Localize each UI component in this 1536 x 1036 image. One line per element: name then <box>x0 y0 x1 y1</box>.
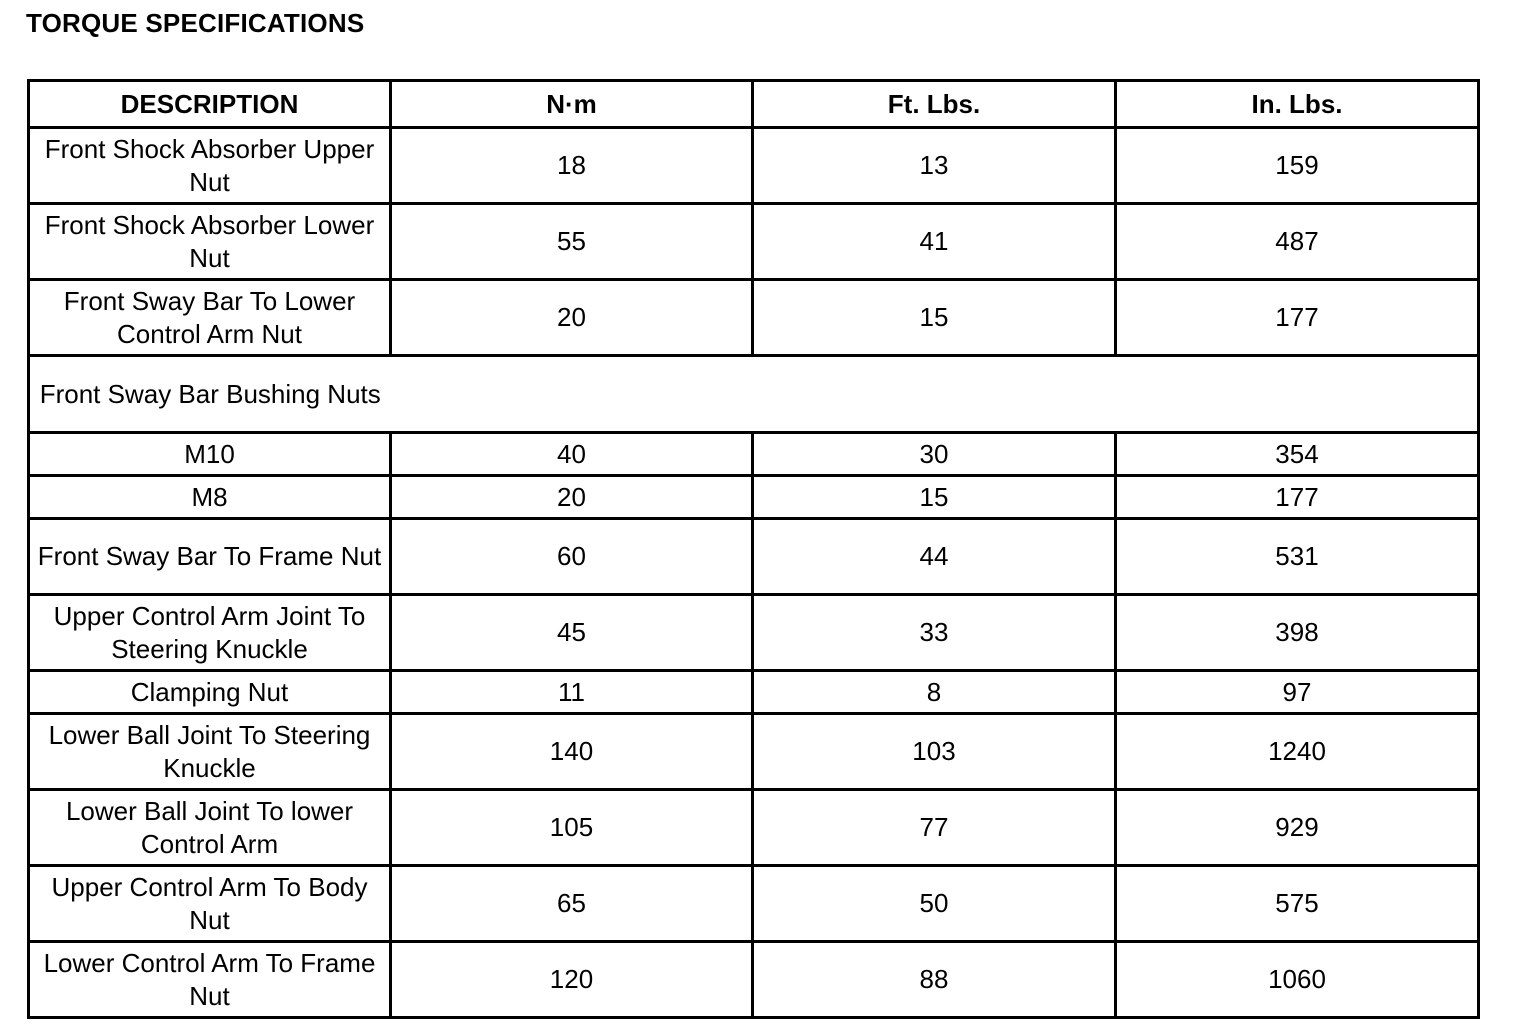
cell-nm: 140 <box>391 714 753 790</box>
cell-ft-lbs: 13 <box>753 128 1116 204</box>
cell-ft-lbs: 30 <box>753 433 1116 476</box>
cell-ft-lbs: 103 <box>753 714 1116 790</box>
cell-in-lbs: 487 <box>1116 204 1479 280</box>
cell-in-lbs: 354 <box>1116 433 1479 476</box>
table-row <box>29 942 1479 1018</box>
cell-in-lbs: 159 <box>1116 128 1479 204</box>
torque-spec-table <box>27 79 1480 1019</box>
header-in-lbs: In. Lbs. <box>1116 81 1479 128</box>
cell-ft-lbs: 44 <box>753 519 1116 595</box>
cell-group-description: Front Sway Bar Bushing Nuts <box>29 356 391 433</box>
cell-in-lbs: 177 <box>1116 476 1479 519</box>
cell-description: Lower Control Arm To Frame Nut <box>29 942 391 1018</box>
cell-in-lbs: 398 <box>1116 595 1479 671</box>
cell-description: Front Sway Bar To Lower Control Arm Nut <box>29 280 391 356</box>
cell-description: Lower Ball Joint To lower Control Arm <box>29 790 391 866</box>
cell-ft-lbs: 41 <box>753 204 1116 280</box>
cell-ft-lbs: 15 <box>753 476 1116 519</box>
cell-nm: 55 <box>391 204 753 280</box>
cell-description: Clamping Nut <box>29 671 391 714</box>
cell-group-blank <box>391 356 1479 433</box>
cell-nm: 45 <box>391 595 753 671</box>
cell-nm: 120 <box>391 942 753 1018</box>
table-group-row <box>29 356 1479 433</box>
cell-nm: 20 <box>391 476 753 519</box>
cell-description: Upper Control Arm Joint To Steering Knuckle <box>29 595 391 671</box>
cell-nm: 105 <box>391 790 753 866</box>
cell-in-lbs: 531 <box>1116 519 1479 595</box>
cell-description: Front Sway Bar To Frame Nut <box>29 519 391 595</box>
cell-ft-lbs: 77 <box>753 790 1116 866</box>
table-row <box>29 476 1479 519</box>
cell-ft-lbs: 50 <box>753 866 1116 942</box>
table-row <box>29 128 1479 204</box>
cell-ft-lbs: 15 <box>753 280 1116 356</box>
cell-nm: 20 <box>391 280 753 356</box>
cell-in-lbs: 575 <box>1116 866 1479 942</box>
cell-ft-lbs: 33 <box>753 595 1116 671</box>
cell-description: Upper Control Arm To Body Nut <box>29 866 391 942</box>
table-row <box>29 866 1479 942</box>
cell-description: Lower Ball Joint To Steering Knuckle <box>29 714 391 790</box>
table-row <box>29 671 1479 714</box>
cell-ft-lbs: 88 <box>753 942 1116 1018</box>
cell-nm: 11 <box>391 671 753 714</box>
cell-description: Front Shock Absorber Lower Nut <box>29 204 391 280</box>
cell-nm: 60 <box>391 519 753 595</box>
cell-in-lbs: 177 <box>1116 280 1479 356</box>
cell-in-lbs: 1240 <box>1116 714 1479 790</box>
cell-description: M8 <box>29 476 391 519</box>
cell-nm: 18 <box>391 128 753 204</box>
table-row <box>29 790 1479 866</box>
cell-in-lbs: 97 <box>1116 671 1479 714</box>
cell-nm: 40 <box>391 433 753 476</box>
page-title: TORQUE SPECIFICATIONS <box>26 8 365 38</box>
table-row <box>29 204 1479 280</box>
table-row <box>29 595 1479 671</box>
cell-nm: 65 <box>391 866 753 942</box>
header-ft-lbs: Ft. Lbs. <box>753 81 1116 128</box>
cell-description: Front Shock Absorber Upper Nut <box>29 128 391 204</box>
cell-in-lbs: 929 <box>1116 790 1479 866</box>
header-nm: N·m <box>391 81 753 128</box>
cell-ft-lbs: 8 <box>753 671 1116 714</box>
table-row <box>29 280 1479 356</box>
cell-description: M10 <box>29 433 391 476</box>
cell-in-lbs: 1060 <box>1116 942 1479 1018</box>
table-row <box>29 433 1479 476</box>
table-row <box>29 714 1479 790</box>
table-row <box>29 519 1479 595</box>
table-header-row <box>29 81 1479 128</box>
header-description: DESCRIPTION <box>29 81 391 128</box>
